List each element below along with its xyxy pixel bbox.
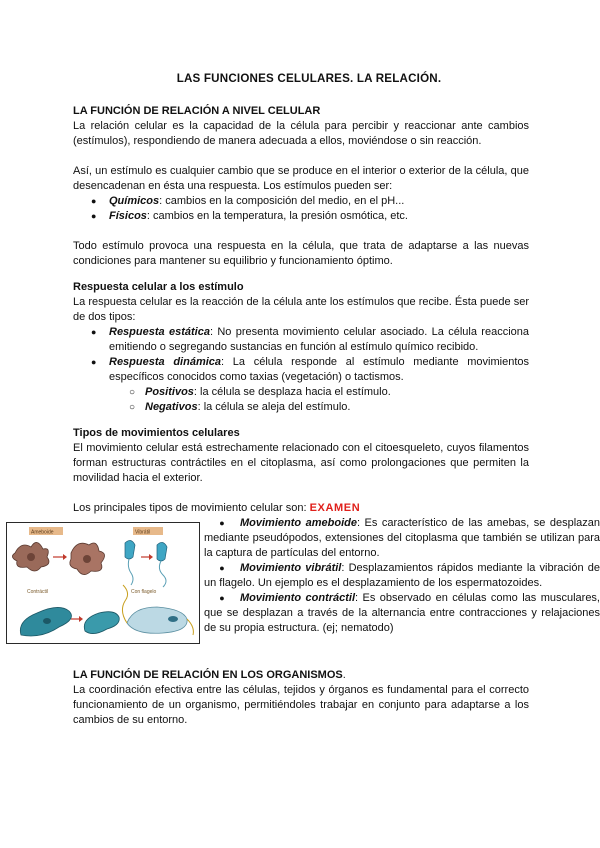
sub-list-item xyxy=(73,385,529,400)
term-text: : La célula responde al estímulo mediante movimientos específicos conocidos como taxias (vegetación) o tactismos. xyxy=(109,356,530,383)
section-cell-response xyxy=(73,280,529,415)
term-text: : cambios en la composición del medio, en el pH... xyxy=(159,195,405,207)
flagellum xyxy=(128,559,133,585)
term: Movimiento contráctil xyxy=(240,592,356,604)
flagellum xyxy=(122,585,127,623)
section-heading: Respuesta celular a los estímulo xyxy=(73,281,244,293)
section-heading: LA FUNCIÓN DE RELACIÓN A NIVEL CELULAR xyxy=(73,105,321,117)
term: Respuesta estática xyxy=(109,326,210,338)
amoeba-nucleus xyxy=(83,555,91,563)
list-item xyxy=(73,209,529,224)
term-text: : la célula se aleja del estímulo. xyxy=(197,401,351,413)
bullet-icon: ● xyxy=(219,563,225,573)
flagellum xyxy=(159,561,166,587)
amoeba-nucleus xyxy=(27,553,35,561)
section-heading: Tipos de movimientos celulares xyxy=(73,427,240,439)
section-movement-types xyxy=(73,426,529,516)
term: Respuesta dinámica xyxy=(109,356,222,368)
flagellated-cell xyxy=(127,607,187,633)
term-text: : No presenta movimiento celular asociado. La célula reacciona emitiendo o segregando sustancias en función al estímulo químico recibido. xyxy=(109,326,529,353)
list-item xyxy=(73,355,529,385)
list-item xyxy=(204,516,600,561)
arrow-head xyxy=(149,554,153,560)
term: Positivos xyxy=(145,386,194,398)
arrow-head xyxy=(63,554,67,560)
paragraph: Así, un estímulo es cualquier cambio que se produce en el interior o exterior de la célula, que desencadenan en ésta una respuesta. Los estímulos pueden ser: xyxy=(73,165,529,192)
page-title: LAS FUNCIONES CELULARES. LA RELACIÓN. xyxy=(176,72,442,85)
term-text: : Es característico de las amebas, se desplazan mediante pseudópodos, extensiones del citoplasma que también se utilizan para la captura de partículas del entorno. xyxy=(204,517,600,559)
term: Químicos xyxy=(109,195,160,207)
movement-types-list xyxy=(204,516,600,636)
term-text: : la célula se desplaza hacia el estímulo. xyxy=(193,386,391,398)
section-heading-wrap: LA FUNCIÓN DE RELACIÓN EN LOS ORGANISMOS. xyxy=(73,669,346,681)
cell-movement-figure xyxy=(6,522,200,644)
list-item xyxy=(204,561,600,591)
term-text: : cambios en la temperatura, la presión osmótica, etc. xyxy=(146,210,408,222)
paragraph: Todo estímulo provoca una respuesta en la célula, que trata de adaptarse a las nuevas condiciones para mantener su equilibrio y funcionamiento óptimo. xyxy=(73,240,529,267)
list-item xyxy=(73,325,529,355)
intro-text: Los principales tipos de movimiento celular son: xyxy=(73,502,307,514)
section-heading: LA FUNCIÓN DE RELACIÓN EN LOS ORGANISMOS xyxy=(73,669,343,681)
cell-nucleus xyxy=(168,616,178,622)
exam-tag: EXAMEN xyxy=(309,502,361,514)
term: Negativos xyxy=(145,401,198,413)
arrow-head xyxy=(79,616,83,622)
list-item xyxy=(204,591,600,636)
cell-nucleus xyxy=(43,618,51,624)
term: Físicos xyxy=(109,210,147,222)
sperm-head xyxy=(157,542,167,561)
figure-label: Con flagelo xyxy=(131,589,157,595)
flagellum xyxy=(187,619,193,635)
figure-label: Vibrátil xyxy=(135,529,151,536)
section-organism-relation xyxy=(73,668,529,728)
figure-illustration xyxy=(7,523,199,643)
paragraph xyxy=(73,501,529,516)
bullet-icon: ● xyxy=(219,593,225,603)
figure-label: Ameboide xyxy=(31,529,54,536)
sperm-head xyxy=(125,540,135,559)
paragraph: La coordinación efectiva entre las células, tejidos y órganos es fundamental para el correcto funcionamiento de un organismo, permitiéndoles trabajar en conjunto para adaptarse a los cambios de su entorno. xyxy=(73,684,529,726)
paragraph: La respuesta celular es la reacción de la célula ante los estímulos que recibe. Ésta puede ser de dos tipos: xyxy=(73,296,529,323)
list-item xyxy=(73,194,529,209)
section-cellular-relation xyxy=(73,104,529,269)
figure-label: Contráctil xyxy=(27,589,49,595)
term: Movimiento vibrátil xyxy=(240,562,342,574)
term: Movimiento ameboide xyxy=(240,517,357,529)
contractile-cell xyxy=(84,612,119,634)
term-text: : Es observado en células como las musculares, que se desplazan a través de la alternancia entre contracciones y relajaciones de su propia estructura. (ej; nematodo) xyxy=(204,592,600,634)
bullet-icon: ● xyxy=(219,518,225,528)
term-text: : Desplazamientos rápidos mediante la vibración de un flagelo. Un ejemplo es el desplazamiento de los espermatozoides. xyxy=(204,562,600,589)
paragraph: La relación celular es la capacidad de la célula para percibir y reaccionar ante cambios (estímulos), respondiendo de manera adecuada a ellos, moviéndose o sin reacción. xyxy=(73,120,529,147)
paragraph: El movimiento celular está estrechamente relacionado con el citoesqueleto, cuyos filamentos forman estructuras contráctiles en el citoplasma, así como prolongaciones que permiten la movilidad hacia el exterior. xyxy=(73,442,529,484)
sub-list-item xyxy=(73,400,529,415)
